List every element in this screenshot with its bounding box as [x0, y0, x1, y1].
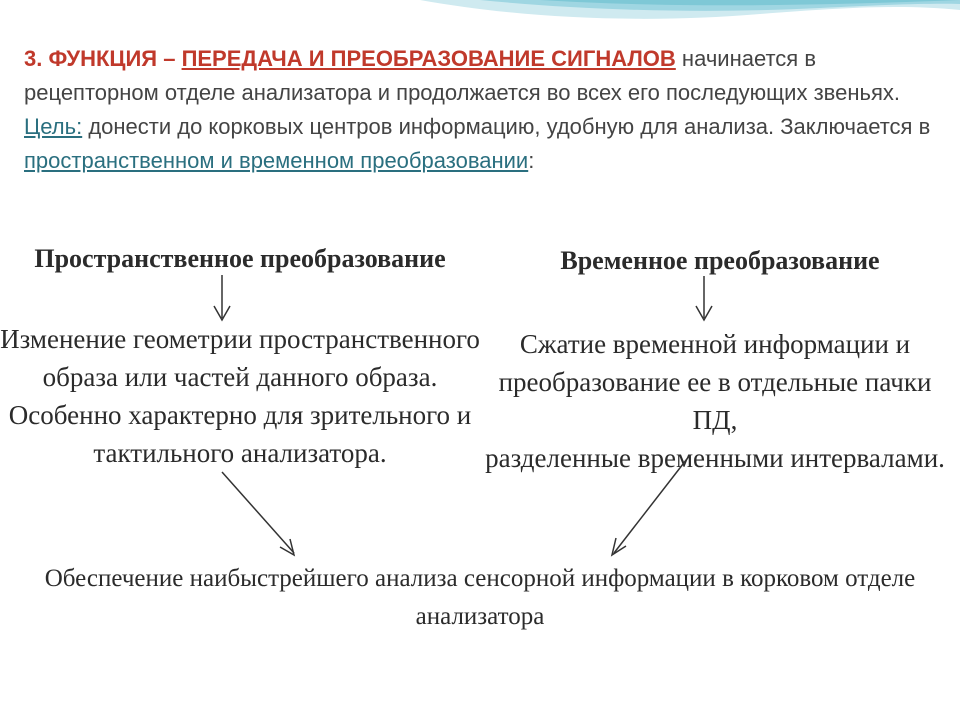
right-heading: Временное преобразование [560, 246, 880, 275]
left-heading: Пространственное преобразование [34, 244, 446, 273]
goal-label: Цель: [24, 114, 83, 139]
right-body-line-3: разделенные временными интервалами. [485, 443, 945, 473]
left-body-line-1: Изменение геометрии пространственного [0, 324, 480, 354]
right-body-line-2: преобразование ее в отдельные пачки ПД, [498, 367, 932, 435]
left-body-line-4: тактильного анализатора. [93, 438, 387, 468]
arrow-right-down-icon [696, 276, 712, 320]
function-name: ПЕРЕДАЧА И ПРЕОБРАЗОВАНИЕ СИГНАЛОВ [181, 46, 676, 71]
left-body-line-2: образа или частей данного образа. [42, 362, 438, 392]
bottom-line-2: анализатора [415, 603, 545, 630]
left-body-line-3: Особенно характерно для зрительного и [8, 400, 472, 430]
bottom-line-1: Обеспечение наибыстрейшего анализа сенсорной информации в корковом отделе [44, 565, 916, 592]
intro-colon: : [528, 148, 535, 173]
arrow-right-diagonal-icon [612, 455, 690, 555]
function-number: 3. ФУНКЦИЯ – [24, 46, 182, 71]
arrow-left-down-icon [214, 275, 230, 320]
transform-label: пространственном и временном преобразовании [24, 148, 529, 173]
intro-text-1: начинается в рецепторном отделе анализатора и продолжается во всех его последующих звеньях. [24, 46, 900, 105]
intro-text-2: донести до корковых центров информацию, удобную для анализа. Заключается в [82, 114, 931, 139]
right-body-line-1: Сжатие временной информации и [519, 329, 911, 359]
arrow-left-diagonal-icon [222, 472, 294, 555]
